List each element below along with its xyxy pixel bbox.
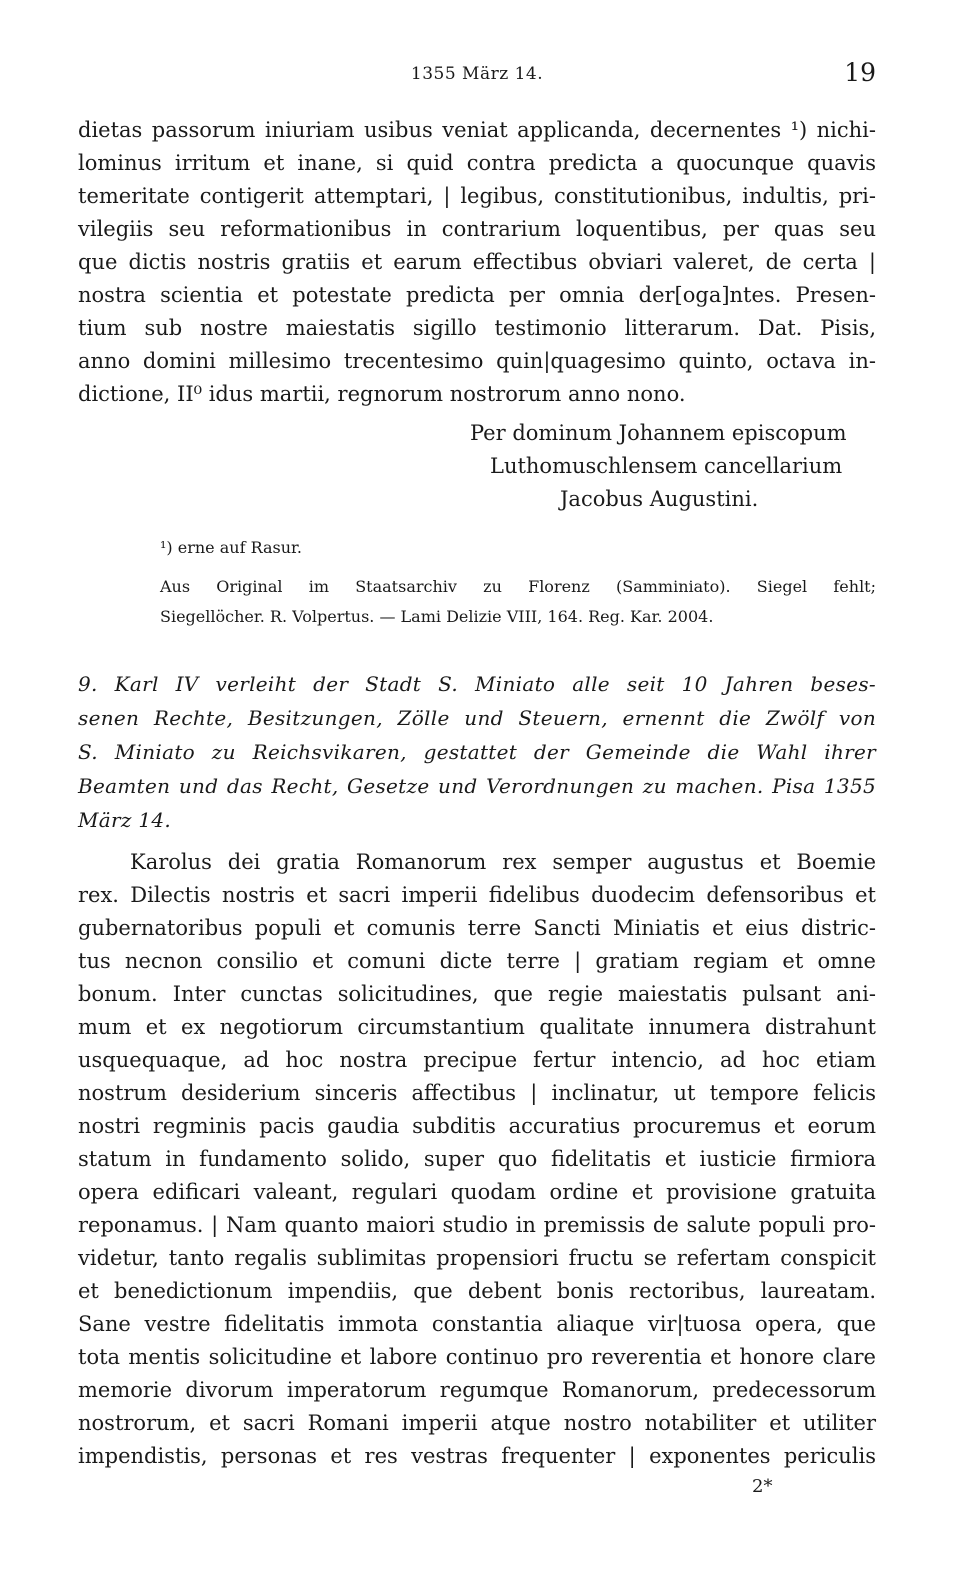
footnote: ¹) erne auf Rasur. <box>160 538 303 557</box>
page-header <box>78 58 876 92</box>
source-note-line: Aus Original im Staatsarchiv zu Florenz (Samminiato). Siegel fehlt; <box>160 577 876 596</box>
text-line: que dictis nostris gratiis et earum effectibus obviari valeret, de certa | <box>78 250 876 274</box>
text-line: dietas passorum iniuriam usibus veniat applicanda, decernentes ¹) nichi- <box>78 118 876 142</box>
text-line: rex. Dilectis nostris et sacri imperii fidelibus duodecim defensoribus et <box>78 883 876 907</box>
signature-line: Jacobus Augustini. <box>560 487 759 511</box>
text-line: Karolus dei gratia Romanorum rex semper augustus et Boemie <box>130 850 876 874</box>
text-line: lominus irritum et inane, si quid contra predicta a quocunque quavis <box>78 151 876 175</box>
regest-line: senen Rechte, Besitzungen, Zölle und Steuern, ernennt die Zwölf von <box>78 706 876 730</box>
regest-line: S. Miniato zu Reichsvikaren, gestattet der Gemeinde die Wahl ihrer <box>78 740 876 764</box>
regest-line: Beamten und das Recht, Gesetze und Verordnungen zu machen. Pisa 1355 <box>78 774 876 798</box>
regest-line: März 14. <box>78 808 172 832</box>
text-line: memorie divorum imperatorum regumque Romanorum, predecessorum <box>78 1378 876 1402</box>
signature-mark: 2* <box>752 1476 773 1497</box>
text-line: nostri regminis pacis gaudia subditis accuratius procuremus et eorum <box>78 1114 876 1138</box>
text-line: bonum. Inter cunctas solicitudines, que regie maiestatis pulsant ani- <box>78 982 876 1006</box>
text-line: mum et ex negotiorum circumstantium qualitate innumera distrahunt <box>78 1015 876 1039</box>
text-line: impendistis, personas et res vestras frequenter | exponentes periculis <box>78 1444 876 1468</box>
text-line: vilegiis seu reformationibus in contrarium loquentibus, per quas seu <box>78 217 876 241</box>
text-line: gubernatoribus populi et comunis terre Sancti Miniatis et eius distric- <box>78 916 876 940</box>
text-line: tium sub nostre maiestatis sigillo testimonio litterarum. Dat. Pisis, <box>78 316 876 340</box>
text-line: nostra scientia et potestate predicta per omnia der[oga]ntes. Presen- <box>78 283 876 307</box>
running-head: 1355 März 14. <box>410 64 544 84</box>
source-note-line: Siegellöcher. R. Volpertus. — Lami Delizie VIII, 164. Reg. Kar. 2004. <box>160 607 714 626</box>
page-number: 19 <box>844 58 876 87</box>
text-line: tota mentis solicitudine et labore continuo pro reverentia et honore clare <box>78 1345 876 1369</box>
text-line: nostrorum, et sacri Romani imperii atque nostro notabiliter et utiliter <box>78 1411 876 1435</box>
text-line: videtur, tanto regalis sublimitas propensiori fructu se refertam conspicit <box>78 1246 876 1270</box>
text-line: dictione, II⁰ idus martii, regnorum nostrorum anno nono. <box>78 382 686 406</box>
text-line: tus necnon consilio et comuni dicte terre | gratiam regiam et omne <box>78 949 876 973</box>
text-line: usquequaque, ad hoc nostra precipue fertur intencio, ad hoc etiam <box>78 1048 876 1072</box>
text-line: anno domini millesimo trecentesimo quin|quagesimo quinto, octava in- <box>78 349 876 373</box>
regest-line: 9. Karl IV verleiht der Stadt S. Miniato alle seit 10 Jahren beses- <box>78 672 876 696</box>
signature-line: Luthomuschlensem cancellarium <box>490 454 843 478</box>
text-line: nostrum desiderium sinceris affectibus | inclinatur, ut tempore felicis <box>78 1081 876 1105</box>
signature-line: Per dominum Johannem episcopum <box>470 421 847 445</box>
text-line: opera edificari valeant, regulari quodam ordine et provisione gratuita <box>78 1180 876 1204</box>
text-line: Sane vestre fidelitatis immota constantia aliaque vir|tuosa opera, que <box>78 1312 876 1336</box>
text-line: statum in fundamento solido, super quo fidelitatis et iusticie firmiora <box>78 1147 876 1171</box>
text-line: reponamus. | Nam quanto maiori studio in premissis de salute populi pro- <box>78 1213 876 1237</box>
text-line: et benedictionum impendiis, que debent bonis rectoribus, laureatam. <box>78 1279 876 1303</box>
text-line: temeritate contigerit attemptari, | legibus, constitutionibus, indultis, pri- <box>78 184 876 208</box>
